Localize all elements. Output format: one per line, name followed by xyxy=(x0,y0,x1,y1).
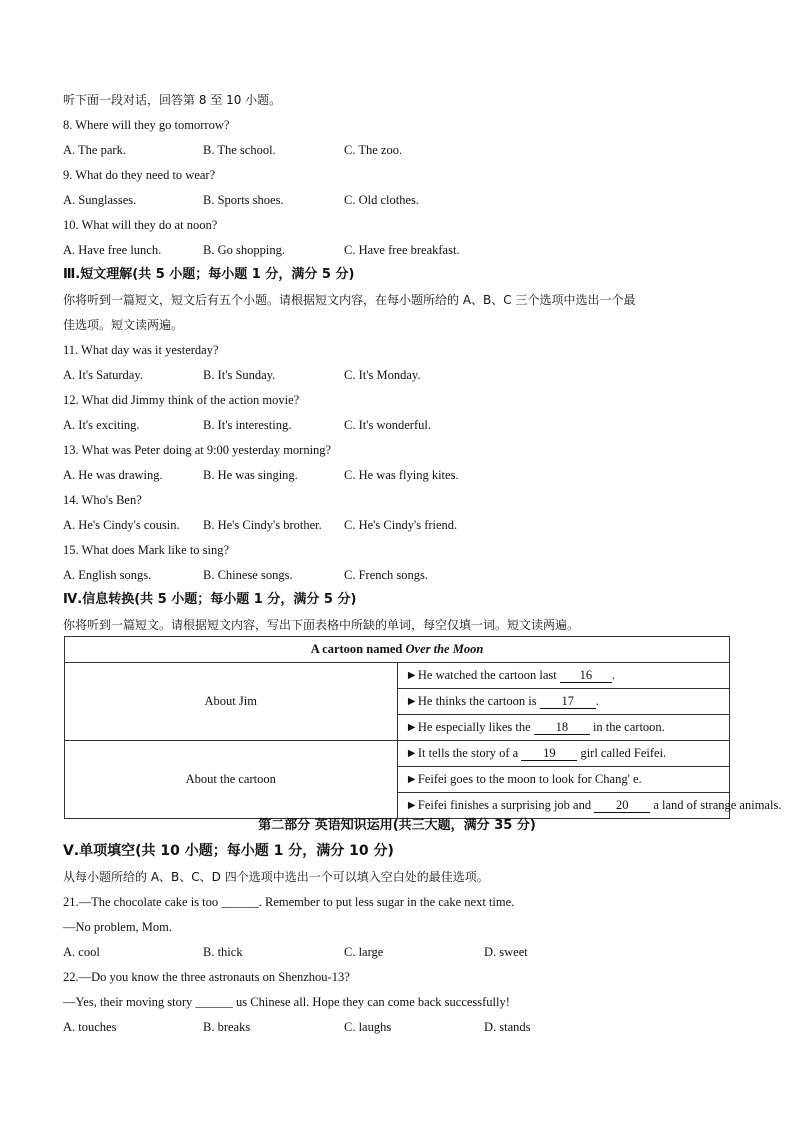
table-cell-text: ►Feifei goes to the moon to look for Chang' e. xyxy=(397,767,730,793)
section-4-intro: 你将听到一篇短文。请根据短文内容，写出下面表格中所缺的单词，每空仅填一词。短文读两遍。 xyxy=(63,618,580,632)
cell-text: ►Feifei finishes a surprising job and xyxy=(405,798,595,812)
table-cell-16 xyxy=(397,663,730,689)
q12-option-b: B. It's interesting. xyxy=(203,418,292,432)
cell-text: in the cartoon. xyxy=(589,720,665,734)
question-9-stem: 9. What do they need to wear? xyxy=(63,168,216,182)
q21-option-b: B. thick xyxy=(203,945,243,959)
q22-option-d: D. stands xyxy=(484,1020,531,1034)
q15-option-b: B. Chinese songs. xyxy=(203,568,293,582)
q21-option-c: C. large xyxy=(344,945,384,959)
q21-option-a: A. cool xyxy=(63,945,100,959)
table-header-row xyxy=(65,637,730,663)
section-3-title: Ⅲ.短文理解(共 5 小题；每小题 1 分，满分 5 分) xyxy=(63,267,355,282)
q14-option-a: A. He's Cindy's cousin. xyxy=(63,518,180,532)
blank-16: 16 xyxy=(560,668,612,683)
cell-text: ►He especially likes the xyxy=(405,720,534,734)
q21-option-d: D. sweet xyxy=(484,945,528,959)
question-22-line2: —Yes, their moving story ______ us Chinese all. Hope they can come back successfully! xyxy=(63,995,510,1009)
q10-option-a: A. Have free lunch. xyxy=(63,243,162,257)
q13-option-b: B. He was singing. xyxy=(203,468,298,482)
question-10-stem: 10. What will they do at noon? xyxy=(63,218,218,232)
table-cell-20 xyxy=(397,793,782,819)
question-22-line1: 22.—Do you know the three astronauts on Shenzhou-13? xyxy=(63,970,350,984)
question-21-line1: 21.—The chocolate cake is too ______. Remember to put less sugar in the cake next time. xyxy=(63,895,515,909)
table-header-title: Over the Moon xyxy=(405,642,484,656)
q11-option-a: A. It's Saturday. xyxy=(63,368,143,382)
cell-text: . xyxy=(595,694,599,708)
row-label-about-cartoon: About the cartoon xyxy=(65,741,398,819)
q22-option-a: A. touches xyxy=(63,1020,117,1034)
blank-20: 20 xyxy=(594,798,650,813)
q22-option-b: B. breaks xyxy=(203,1020,251,1034)
section-4-title: Ⅳ.信息转换(共 5 小题；每小题 1 分，满分 5 分) xyxy=(63,592,357,607)
q8-option-b: B. The school. xyxy=(203,143,276,157)
blank-17: 17 xyxy=(540,694,596,709)
q14-option-b: B. He's Cindy's brother. xyxy=(203,518,322,532)
part-2-title: 第二部分 英语知识运用(共三大题，满分 35 分) xyxy=(258,818,536,833)
q8-option-c: C. The zoo. xyxy=(344,143,403,157)
question-8-stem: 8. Where will they go tomorrow? xyxy=(63,118,230,132)
section-5-intro: 从每小题所给的 A、B、C、D 四个选项中选出一个可以填入空白处的最佳选项。 xyxy=(63,870,489,884)
cell-text: a land of strange animals. xyxy=(650,798,782,812)
q9-option-b: B. Sports shoes. xyxy=(203,193,284,207)
table-header-prefix: A cartoon named xyxy=(310,642,406,656)
cell-text: . xyxy=(611,668,615,682)
q12-option-c: C. It's wonderful. xyxy=(344,418,431,432)
section-3-intro-line2: 佳选项。短文读两遍。 xyxy=(63,318,184,332)
table-row xyxy=(65,663,730,689)
q9-option-c: C. Old clothes. xyxy=(344,193,419,207)
table-cell-18 xyxy=(397,715,730,741)
q8-option-a: A. The park. xyxy=(63,143,126,157)
question-13-stem: 13. What was Peter doing at 9:00 yesterday morning? xyxy=(63,443,332,457)
section-intro-dialogue: 听下面一段对话，回答第 8 至 10 小题。 xyxy=(63,93,282,107)
q10-option-b: B. Go shopping. xyxy=(203,243,285,257)
q13-option-a: A. He was drawing. xyxy=(63,468,163,482)
row-label-about-jim: About Jim xyxy=(65,663,398,741)
q9-option-a: A. Sunglasses. xyxy=(63,193,137,207)
blank-19: 19 xyxy=(521,746,577,761)
question-15-stem: 15. What does Mark like to sing? xyxy=(63,543,230,557)
q11-option-b: B. It's Sunday. xyxy=(203,368,276,382)
q15-option-c: C. French songs. xyxy=(344,568,429,582)
question-21-line2: —No problem, Mom. xyxy=(63,920,173,934)
cell-text: ►He thinks the cartoon is xyxy=(405,694,540,708)
q10-option-c: C. Have free breakfast. xyxy=(344,243,460,257)
section-3-intro-line1: 你将听到一篇短文，短文后有五个小题。请根据短文内容，在每小题所给的 A、B、C 三个选项中选出一个最 xyxy=(63,293,636,307)
q15-option-a: A. English songs. xyxy=(63,568,152,582)
q22-option-c: C. laughs xyxy=(344,1020,392,1034)
table-cell-17 xyxy=(397,689,730,715)
question-12-stem: 12. What did Jimmy think of the action movie? xyxy=(63,393,300,407)
cell-text: girl called Feifei. xyxy=(577,746,667,760)
cell-text: ►He watched the cartoon last xyxy=(405,668,560,682)
question-14-stem: 14. Who's Ben? xyxy=(63,493,142,507)
table-row xyxy=(65,741,730,767)
blank-18: 18 xyxy=(534,720,590,735)
q14-option-c: C. He's Cindy's friend. xyxy=(344,518,458,532)
table-cell-19 xyxy=(397,741,730,767)
table-header xyxy=(65,637,730,663)
info-transfer-table xyxy=(64,636,782,819)
cell-text: ►It tells the story of a xyxy=(405,746,522,760)
q13-option-c: C. He was flying kites. xyxy=(344,468,459,482)
section-5-title: Ⅴ.单项填空(共 10 小题；每小题 1 分，满分 10 分) xyxy=(63,843,394,859)
q12-option-a: A. It's exciting. xyxy=(63,418,140,432)
question-11-stem: 11. What day was it yesterday? xyxy=(63,343,219,357)
q11-option-c: C. It's Monday. xyxy=(344,368,421,382)
